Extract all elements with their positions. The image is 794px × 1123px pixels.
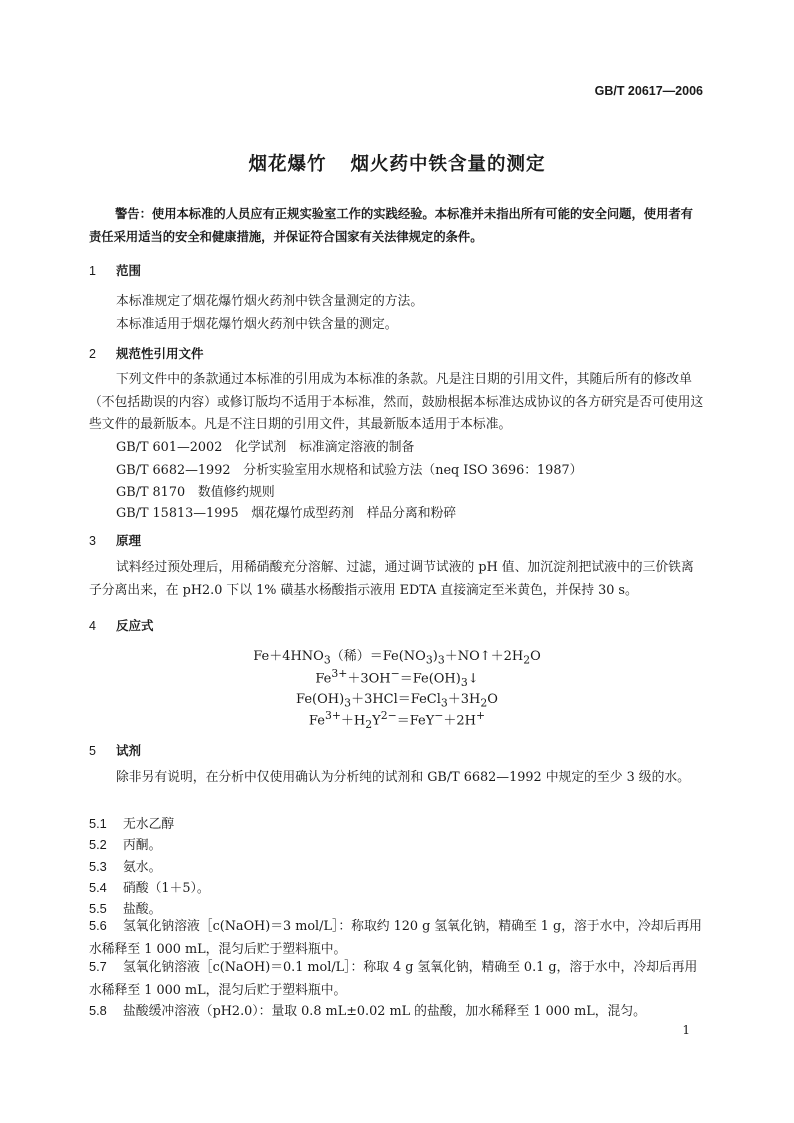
section-title: 试剂 (116, 743, 142, 758)
reagent-item: 5.1 无水乙醇 (89, 816, 175, 832)
reagent-item: 5.5 盐酸。 (89, 901, 162, 917)
equation-3: $Fe(OH)_3+3HCl=FeCl_3+3H_2O$ (296, 692, 498, 710)
reagent-item: 5.8 盐酸缓冲溶液（pH2.0）：量取 0.8 mL±0.02 mL 的盐酸，加水稀释至 1 000 mL，混匀。 (89, 1003, 646, 1019)
warning-paragraph: 警告：使用本标准的人员应有正规实验室工作的实践经验。本标准并未指出所有可能的安全问题，使用者有责任采用适当的安全和健康措施，并保证符合国家有关法律规定的条件。 (89, 207, 693, 244)
reference-item: GB/T 6682—1992 分析实验室用水规格和试验方法（neq ISO 3696：1987） (116, 463, 583, 478)
equation-4: $Fe^{3+}+H_2Y^{2-}=FeY^-+2H^+$ (308, 709, 486, 731)
scope-line-2: 本标准适用于烟花爆竹烟火药剂中铁含量的测定。 (116, 317, 398, 332)
section-number: 3 (89, 534, 96, 548)
section-5-heading (89, 741, 141, 759)
section-number: 4 (89, 619, 96, 633)
standard-number: GB/T 20617—2006 (594, 84, 703, 98)
document-title (0, 150, 794, 176)
reagent-item: 5.7 氢氧化钠溶液［c(NaOH)＝0.1 mol/L］：称取 4 g 氢氧化钠，精确至 0.1 g，溶于水中，冷却后再用水稀释至 1 000 mL，混匀后贮于塑料瓶中。 (89, 959, 698, 998)
section-number: 2 (89, 347, 96, 361)
reference-item: GB/T 8170 数值修约规则 (116, 485, 275, 500)
scope-line-1: 本标准规定了烟花爆竹烟火药剂中铁含量测定的方法。 (116, 294, 424, 309)
reagent-item: 5.6 氢氧化钠溶液［c(NaOH)＝3 mol/L］：称取约 120 g 氢氧化钠，精确至 1 g，溶于水中，冷却后再用水稀释至 1 000 mL，混匀后贮于塑料瓶中。 (89, 918, 702, 957)
reagent-item: 5.4 硝酸（1＋5）。 (89, 880, 210, 896)
section-2-heading (89, 344, 204, 362)
section-number: 1 (89, 264, 96, 278)
reagent-item: 5.2 丙酮。 (89, 837, 162, 853)
section-4-heading (89, 616, 154, 634)
section-1-heading (89, 261, 141, 279)
title-part-1: 烟花爆竹 (248, 154, 327, 175)
reagent-item: 5.3 氨水。 (89, 859, 162, 875)
equation-2: $Fe^{3+}+3OH^-=Fe(OH)_3↓$ (315, 667, 479, 689)
reagents-intro: 除非另有说明，在分析中仅使用确认为分析纯的试剂和 GB/T 6682—1992 中规定的至少 3 级的水。 (116, 770, 690, 785)
section-title: 范围 (116, 263, 142, 278)
section-3-heading (89, 531, 141, 549)
section-number: 5 (89, 744, 96, 758)
equation-1: $Fe+4HNO_3$（稀）$=Fe(NO_3)_3+NO↑+2H_2O$ (253, 649, 541, 667)
reference-item: GB/T 601—2002 化学试剂 标准滴定溶液的制备 (116, 440, 415, 455)
references-intro: 下列文件中的条款通过本标准的引用成为本标准的条款。凡是注日期的引用文件，其随后所有的修改单（不包括勘误的内容）或修订版均不适用于本标准，然而，鼓励根据本标准达成协议的各方研究是否可使用这些文件的最新版本。凡是不注日期的引用文件，其最新版本适用于本标准。 (89, 372, 704, 432)
reference-item: GB/T 15813—1995 烟花爆竹成型药剂 样品分离和粉碎 (116, 506, 457, 521)
page-number: 1 (682, 1023, 690, 1037)
section-title: 反应式 (116, 618, 154, 633)
title-part-2: 烟火药中铁含量的测定 (350, 154, 546, 175)
section-title: 规范性引用文件 (116, 346, 204, 361)
section-title: 原理 (116, 533, 142, 548)
principle-paragraph: 试料经过预处理后，用稀硝酸充分溶解、过滤，通过调节试液的 pH 值、加沉淀剂把试液中的三价铁离子分离出来，在 pH2.0 下以 1% 磺基水杨酸指示液用 EDTA 直接滴定至米黄色，并保持 30 s。 (89, 560, 694, 598)
